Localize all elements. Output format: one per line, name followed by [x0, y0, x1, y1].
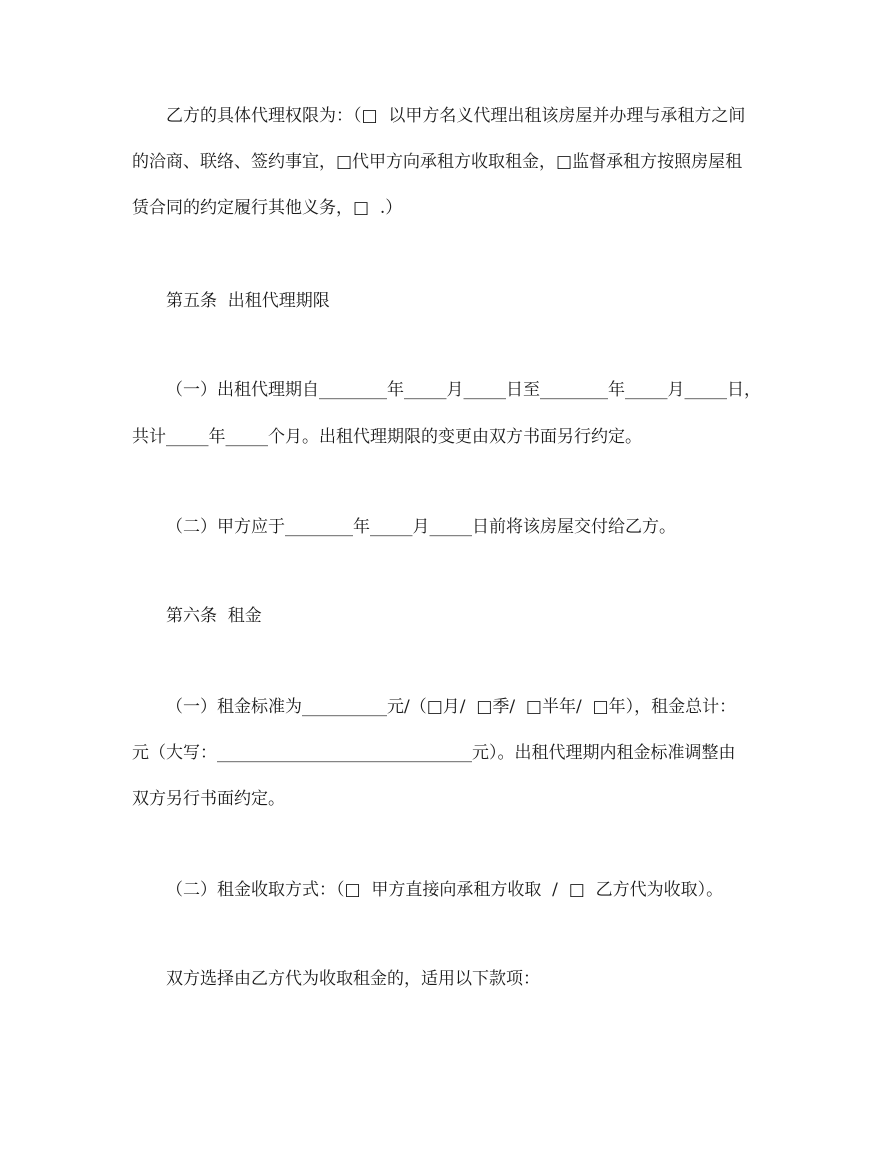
article-6-collection-note: 双方选择由乙方代为收取租金的，适用以下款项：: [166, 969, 540, 989]
article-6-heading: 第六条 租金: [166, 606, 262, 626]
article-5-clause-1-line-2: 共计_____年_____个月。出租代理期限的变更由双方书面另行约定。: [132, 427, 642, 447]
article-6-clause-1-line-1: （一）租金标准为__________元/（□月/ □季/ □半年/ □年），租金总计：: [166, 697, 737, 717]
article-6-clause-1-line-3: 双方另行书面约定。: [132, 789, 285, 809]
article-5-heading: 第五条 出租代理期限: [166, 291, 330, 311]
article-5-clause-1-line-1: （一）出租代理期自________年_____月_____日至________年_____月_____日，: [166, 380, 761, 400]
article-6-clause-1-line-2: 元（大写：______________________________元）。出租代理期内租金标准调整由: [132, 743, 736, 763]
paragraph-agent-authority-line-2: 的洽商、联络、签约事宜，□代甲方向承租方收取租金，□监督承租方按照房屋租: [132, 152, 743, 172]
article-6-clause-2: （二）租金收取方式：（□ 甲方直接向承租方收取 / □ 乙方代为收取）。: [166, 880, 724, 900]
article-5-clause-2: （二）甲方应于________年_____月_____日前将该房屋交付给乙方。: [166, 517, 676, 537]
paragraph-agent-authority-line-3: 赁合同的约定履行其他义务，□ .）: [132, 198, 403, 218]
paragraph-agent-authority-line-1: 乙方的具体代理权限为：（□ 以甲方名义代理出租该房屋并办理与承租方之间: [166, 106, 746, 126]
